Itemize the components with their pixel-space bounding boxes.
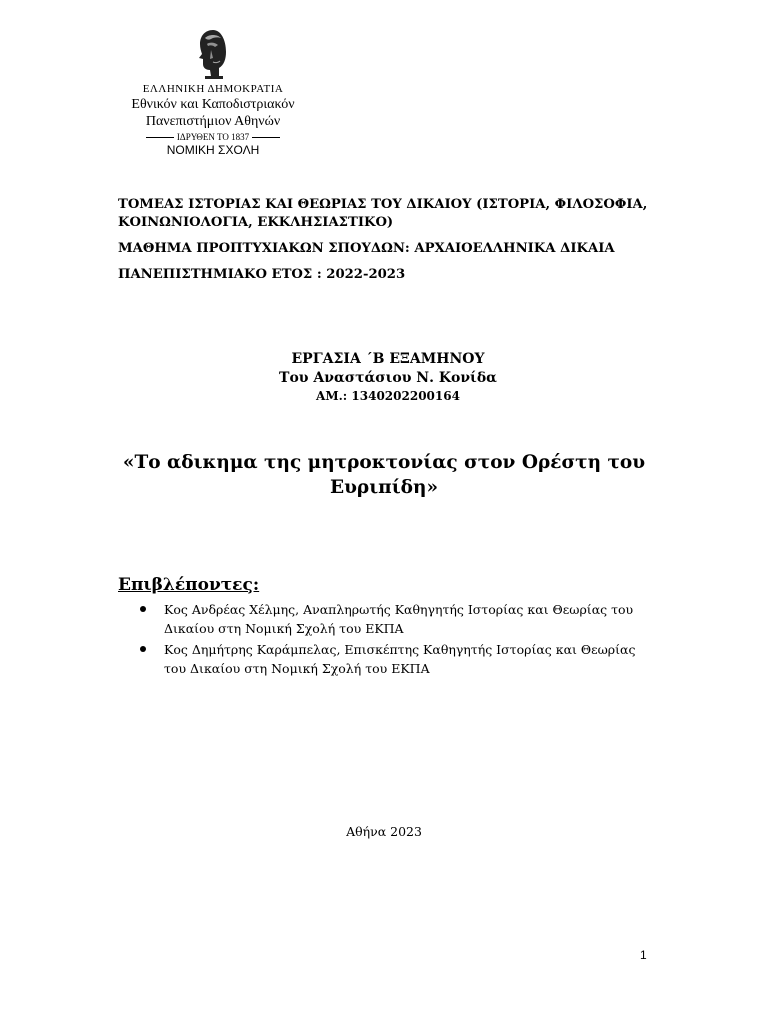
document-title: «Το αδικημα της μητροκτονίας στον Ορέστη του Ευριπίδη» bbox=[122, 452, 646, 498]
logo-founded-line bbox=[118, 131, 308, 143]
course-heading: ΜΑΘΗΜΑ ΠΡΟΠΤΥΧΙΑΚΩΝ ΣΠΟΥΔΩΝ: ΑΡΧΑΙΟΕΛΛΗΝΙΚΑ ΔΙΚΑΙΑ bbox=[118, 241, 615, 256]
supervisors-list bbox=[118, 600, 658, 678]
logo-university-name-line2: Πανεπιστήμιον Αθηνών bbox=[145, 114, 281, 129]
bullet-icon bbox=[140, 606, 146, 612]
bullet-icon bbox=[140, 646, 146, 652]
logo-founded-text: ΙΔΡΥΘΕΝ ΤΟ 1837 bbox=[176, 132, 250, 142]
logo-rule-right bbox=[252, 137, 280, 138]
assignment-author: Του Αναστάσιου Ν. Κονίδα bbox=[279, 370, 497, 386]
page-number: 1 bbox=[640, 948, 647, 962]
list-item bbox=[118, 600, 658, 638]
sector-heading: ΤΟΜΕΑΣ ΙΣΤΟΡΙΑΣ ΚΑΙ ΘΕΩΡΙΑΣ ΤΟΥ ΔΙΚΑΙΟΥ (ΙΣΤΟΡΙΑ, ΦΙΛΟΣΟΦΙΑ, ΚΟΙΝΩΝΙΟΛΟΓΙΑ, ΕΚΚΛΗΣΙΑΣΤΙΚΟ) bbox=[118, 197, 648, 230]
place-date-text: Αθήνα 2023 bbox=[346, 824, 422, 839]
assignment-title: ΕΡΓΑΣΙΑ ΄Β ΕΞΑΜΗΝΟΥ bbox=[291, 351, 485, 367]
assignment-block bbox=[118, 350, 658, 405]
academic-year-heading: ΠΑΝΕΠΙΣΤΗΜΙΑΚΟ ΕΤΟΣ : 2022-2023 bbox=[118, 267, 406, 282]
student-id: ΑΜ.: 1340202200164 bbox=[316, 389, 460, 403]
list-item bbox=[118, 640, 658, 678]
place-date bbox=[0, 823, 768, 840]
athena-head-crest-icon bbox=[191, 28, 235, 80]
logo-rule-left bbox=[146, 137, 174, 138]
supervisor-text: Κος Ανδρέας Χέλμης, Αναπληρωτής Καθηγητής Ιστορίας και Θεωρίας του Δικαίου στη Νομική Σχολή του ΕΚΠΑ bbox=[164, 602, 634, 636]
logo-university-name-line1: Εθνικόν και Καποδιστριακόν bbox=[131, 97, 295, 112]
school-name: ΝΟΜΙΚΗ ΣΧΟΛΗ bbox=[166, 143, 260, 157]
supervisor-text: Κος Δημήτρης Καράμπελας, Επισκέπτης Καθηγητής Ιστορίας και Θεωρίας του Δικαίου στη Νομική Σχολή του ΕΚΠΑ bbox=[164, 642, 636, 676]
supervisors-heading: Επιβλέποντες: bbox=[118, 575, 260, 595]
university-logo bbox=[118, 28, 308, 158]
header-block bbox=[118, 196, 658, 284]
supervisors-section bbox=[118, 574, 658, 680]
logo-republic-text: ΕΛΛΗΝΙΚΗ ΔΗΜΟΚΡΑΤΙΑ bbox=[142, 83, 284, 95]
